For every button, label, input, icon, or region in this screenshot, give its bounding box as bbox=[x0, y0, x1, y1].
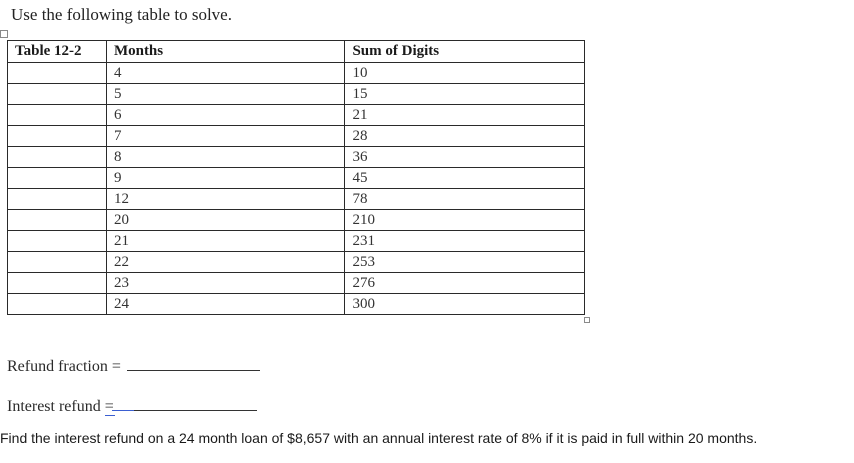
sum-of-digits-table bbox=[7, 40, 585, 315]
cell-table-label bbox=[8, 105, 107, 126]
table-row bbox=[8, 84, 585, 105]
cell-months: 20 bbox=[106, 210, 345, 231]
question-text: Find the interest refund on a 24 month loan of $8,657 with an annual interest rate of 8% if it is paid in full within 20 months. bbox=[0, 430, 758, 446]
interest-refund-answer-blank[interactable] bbox=[134, 396, 257, 411]
cell-sum-of-digits: 276 bbox=[345, 273, 585, 294]
table-move-handle[interactable] bbox=[0, 30, 8, 38]
cell-sum-of-digits: 15 bbox=[345, 84, 585, 105]
cell-months: 24 bbox=[106, 294, 345, 315]
cell-months: 8 bbox=[106, 147, 345, 168]
cell-sum-of-digits: 210 bbox=[345, 210, 585, 231]
cell-sum-of-digits: 28 bbox=[345, 126, 585, 147]
cell-table-label bbox=[8, 273, 107, 294]
table-row bbox=[8, 168, 585, 189]
cell-table-label bbox=[8, 189, 107, 210]
cell-table-label bbox=[8, 84, 107, 105]
cell-sum-of-digits: 78 bbox=[345, 189, 585, 210]
header-months: Months bbox=[106, 41, 345, 63]
cell-table-label bbox=[8, 294, 107, 315]
table-header-row bbox=[8, 41, 585, 63]
cell-sum-of-digits: 21 bbox=[345, 105, 585, 126]
cell-months: 23 bbox=[106, 273, 345, 294]
cell-table-label bbox=[8, 63, 107, 84]
instruction-text: Use the following table to solve. bbox=[11, 5, 232, 24]
cell-sum-of-digits: 45 bbox=[345, 168, 585, 189]
cell-table-label bbox=[8, 210, 107, 231]
table-row bbox=[8, 63, 585, 84]
interest-refund-label: Interest refund bbox=[7, 398, 101, 415]
table-resize-handle[interactable] bbox=[584, 317, 590, 323]
table-row bbox=[8, 294, 585, 315]
table-row bbox=[8, 147, 585, 168]
equals-accent-underline bbox=[112, 396, 134, 411]
cell-months: 7 bbox=[106, 126, 345, 147]
table-row bbox=[8, 126, 585, 147]
cell-months: 4 bbox=[106, 63, 345, 84]
cell-table-label bbox=[8, 168, 107, 189]
cell-sum-of-digits: 300 bbox=[345, 294, 585, 315]
refund-fraction-answer-blank[interactable] bbox=[127, 356, 260, 371]
cell-sum-of-digits: 36 bbox=[345, 147, 585, 168]
table-row bbox=[8, 231, 585, 252]
cell-sum-of-digits: 253 bbox=[345, 252, 585, 273]
table-row bbox=[8, 189, 585, 210]
table-row bbox=[8, 105, 585, 126]
cell-sum-of-digits: 231 bbox=[345, 231, 585, 252]
cell-table-label bbox=[8, 147, 107, 168]
refund-fraction-label: Refund fraction = bbox=[7, 358, 121, 375]
cell-months: 21 bbox=[106, 231, 345, 252]
cell-table-label bbox=[8, 252, 107, 273]
cell-months: 6 bbox=[106, 105, 345, 126]
header-sum-of-digits: Sum of Digits bbox=[345, 41, 585, 63]
cell-months: 22 bbox=[106, 252, 345, 273]
table-row bbox=[8, 252, 585, 273]
cell-table-label bbox=[8, 231, 107, 252]
cell-months: 12 bbox=[106, 189, 345, 210]
cell-table-label bbox=[8, 126, 107, 147]
table-row bbox=[8, 210, 585, 231]
cell-months: 9 bbox=[106, 168, 345, 189]
cell-sum-of-digits: 10 bbox=[345, 63, 585, 84]
interest-refund-equals: = bbox=[104, 398, 114, 415]
refund-fraction-field bbox=[7, 356, 260, 377]
table-row bbox=[8, 273, 585, 294]
cell-months: 5 bbox=[106, 84, 345, 105]
interest-refund-field bbox=[7, 396, 257, 417]
header-table-label: Table 12-2 bbox=[8, 41, 107, 63]
